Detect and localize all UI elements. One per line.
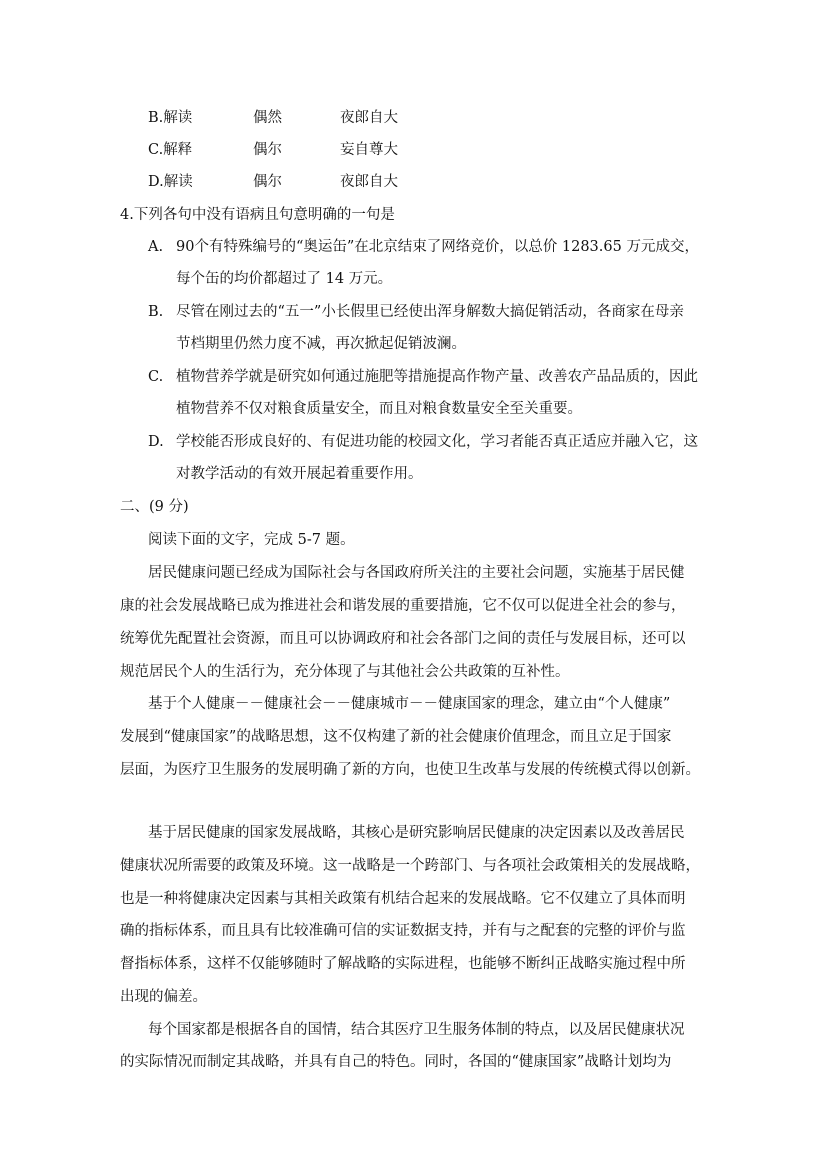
paragraph-line: 康的社会发展战略已成为推进社会和谐发展的重要措施，它不仅可以促进全社会的参与， [120, 598, 686, 614]
paragraph-line: 基于居民健康的国家发展战略，其核心是研究影响居民健康的决定因素以及改善居民 [148, 825, 685, 841]
paragraph-line: 居民健康问题已经成为国际社会与各国政府所关注的主要社会问题，实施基于居民健 [148, 565, 685, 581]
paragraph-line: 发展到“健康国家”的战略思想，这不仅构建了新的社会健康价值理念，而且立足于国家 [120, 729, 672, 745]
section-heading: 二、(9 分) [120, 499, 189, 515]
option-label: C.解释 [148, 142, 193, 158]
paragraph-line: 基于个人健康－－健康社会－－健康城市－－健康国家的理念，建立由“个人健康” [148, 696, 671, 712]
option-word-2: 夜郎自大 [340, 174, 398, 190]
paragraph-line: 也是一种将健康决定因素与其相关政策有机结合起来的发展战略。它不仅建立了具体而明 [120, 891, 686, 907]
paragraph-line: 层面，为医疗卫生服务的发展明确了新的方向，也使卫生改革与发展的传统模式得以创新。 [120, 762, 700, 778]
choice-text: 植物营养学就是研究如何通过施肥等措施提高作物产量、改善农产品品质的，因此 [176, 369, 698, 385]
choice-text: 90个有特殊编号的“奥运缶”在北京结束了网络竞价，以总价 1283.65 万元成交， [176, 239, 699, 255]
choice-label: D. [148, 434, 164, 450]
paragraph-line: 确的指标体系，而且具有比较准确可信的实证数据支持，并有与之配套的完整的评价与监 [120, 923, 686, 939]
choice-label: C. [148, 369, 164, 385]
paragraph-line: 出现的偏差。 [120, 989, 207, 1005]
option-word-2: 夜郎自大 [340, 110, 398, 126]
option-word-2: 妄自尊大 [340, 142, 398, 158]
option-label: B.解读 [148, 110, 193, 126]
option-word-1: 偶尔 [253, 142, 282, 158]
paragraph-line: 健康状况所需要的政策及环境。这一战略是一个跨部门、与各项社会政策相关的发展战略， [120, 858, 700, 874]
choice-text-continued: 每个缶的均价都超过了 14 万元。 [176, 271, 393, 287]
paragraph-line: 每个国家都是根据各自的国情，结合其医疗卫生服务体制的特点，以及居民健康状况 [148, 1022, 685, 1038]
option-label: D.解读 [148, 174, 193, 190]
section-intro: 阅读下面的文字，完成 5-7 题。 [148, 532, 355, 548]
paragraph-line: 统筹优先配置社会资源，而且可以协调政府和社会各部门之间的责任与发展目标，还可以 [120, 631, 686, 647]
choice-text-continued: 对教学活动的有效开展起着重要作用。 [176, 466, 423, 482]
choice-text-continued: 植物营养不仅对粮食质量安全，而且对粮食数量安全至关重要。 [176, 401, 582, 417]
option-word-1: 偶然 [253, 110, 282, 126]
paragraph-line: 的实际情况而制定其战略，并具有自己的特色。同时，各国的“健康国家”战略计划均为 [120, 1054, 672, 1070]
paragraph-line: 规范居民个人的生活行为，充分体现了与其他社会公共政策的互补性。 [120, 664, 570, 680]
paragraph-line: 督指标体系，这样不仅能够随时了解战略的实际进程，也能够不断纠正战略实施过程中所 [120, 956, 686, 972]
option-word-1: 偶尔 [253, 174, 282, 190]
choice-label: A. [148, 239, 164, 255]
choice-text: 尽管在刚过去的“五一”小长假里已经使出浑身解数大搞促销活动，各商家在母亲 [176, 304, 684, 320]
choice-text-continued: 节档期里仍然力度不减，再次掀起促销波澜。 [176, 336, 466, 352]
question-stem: 4.下列各句中没有语病且句意明确的一句是 [120, 207, 395, 223]
choice-text: 学校能否形成良好的、有促进功能的校园文化，学习者能否真正适应并融入它，这 [176, 434, 698, 450]
choice-label: B. [148, 304, 164, 320]
